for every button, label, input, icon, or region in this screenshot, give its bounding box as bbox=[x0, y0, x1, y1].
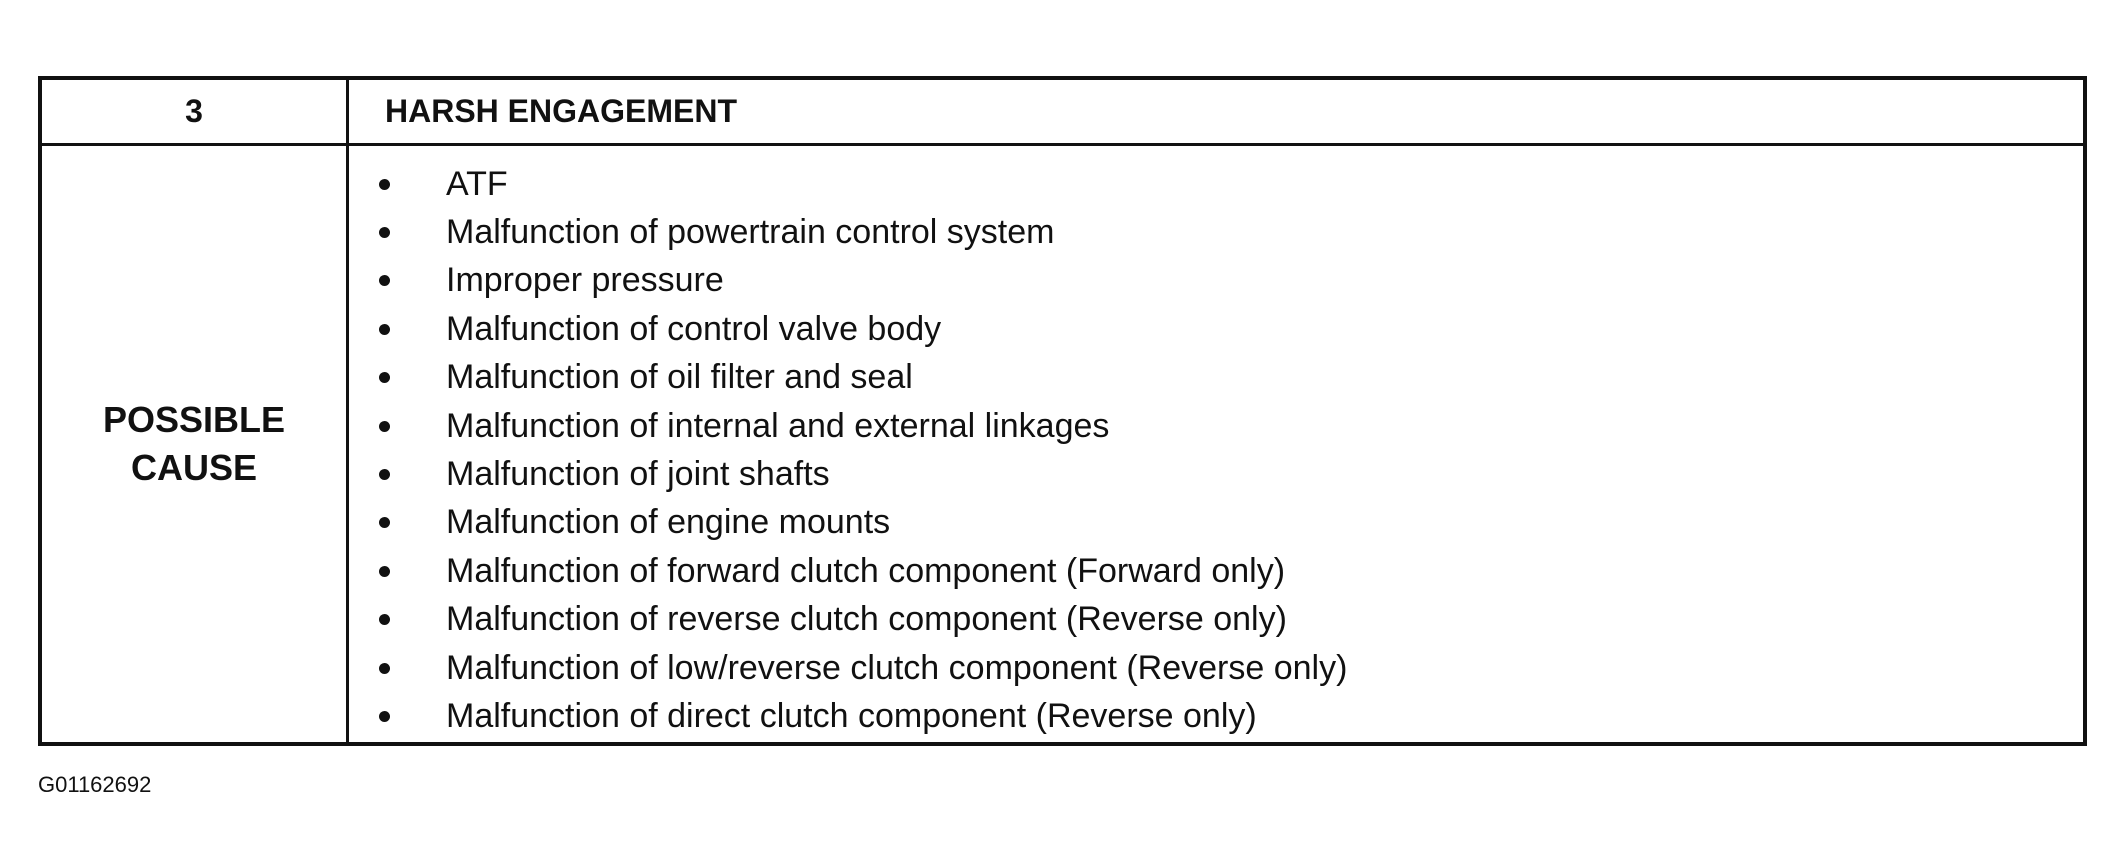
cause-text: Malfunction of direct clutch component (Reverse only) bbox=[446, 696, 1257, 735]
bullet-icon bbox=[379, 179, 390, 190]
bullet-icon bbox=[379, 517, 390, 528]
list-item bbox=[379, 160, 2083, 208]
bullet-icon bbox=[379, 324, 390, 335]
cause-text: Malfunction of oil filter and seal bbox=[446, 358, 913, 397]
cause-text: Malfunction of engine mounts bbox=[446, 503, 891, 542]
bullet-icon bbox=[379, 421, 390, 432]
possible-cause-label bbox=[42, 146, 349, 742]
cause-text: Malfunction of low/reverse clutch component (Reverse only) bbox=[446, 648, 1348, 687]
list-item bbox=[379, 692, 2083, 740]
possible-causes-cell bbox=[349, 146, 2083, 742]
list-item bbox=[379, 450, 2083, 498]
cause-text: Malfunction of powertrain control system bbox=[446, 213, 1055, 252]
bullet-icon bbox=[379, 711, 390, 722]
list-item bbox=[379, 499, 2083, 547]
possible-causes-list bbox=[379, 160, 2083, 741]
symptom-title: HARSH ENGAGEMENT bbox=[349, 80, 2083, 146]
cause-text: Malfunction of forward clutch component (Forward only) bbox=[446, 551, 1286, 590]
list-item bbox=[379, 547, 2083, 595]
cause-text: Malfunction of joint shafts bbox=[446, 455, 830, 494]
cause-text: Improper pressure bbox=[446, 261, 724, 300]
bullet-icon bbox=[379, 227, 390, 238]
cause-text: Malfunction of control valve body bbox=[446, 309, 942, 348]
list-item bbox=[379, 305, 2083, 353]
bullet-icon bbox=[379, 275, 390, 286]
possible-cause-label-line: POSSIBLE bbox=[102, 399, 286, 441]
list-item bbox=[379, 257, 2083, 305]
list-item bbox=[379, 402, 2083, 450]
bullet-icon bbox=[379, 469, 390, 480]
list-item bbox=[379, 208, 2083, 256]
list-item bbox=[379, 644, 2083, 692]
possible-cause-label-line: CAUSE bbox=[130, 447, 257, 488]
list-item bbox=[379, 596, 2083, 644]
bullet-icon bbox=[379, 614, 390, 625]
diagnosis-table bbox=[38, 76, 2087, 746]
cause-text: ATF bbox=[446, 164, 508, 203]
bullet-icon bbox=[379, 566, 390, 577]
cause-text: Malfunction of internal and external linkages bbox=[446, 406, 1110, 445]
cause-text: Malfunction of reverse clutch component (Reverse only) bbox=[446, 600, 1287, 639]
bullet-icon bbox=[379, 663, 390, 674]
list-item bbox=[379, 354, 2083, 402]
figure-id: G01162692 bbox=[38, 772, 152, 797]
bullet-icon bbox=[379, 372, 390, 383]
step-number: 3 bbox=[42, 80, 349, 146]
